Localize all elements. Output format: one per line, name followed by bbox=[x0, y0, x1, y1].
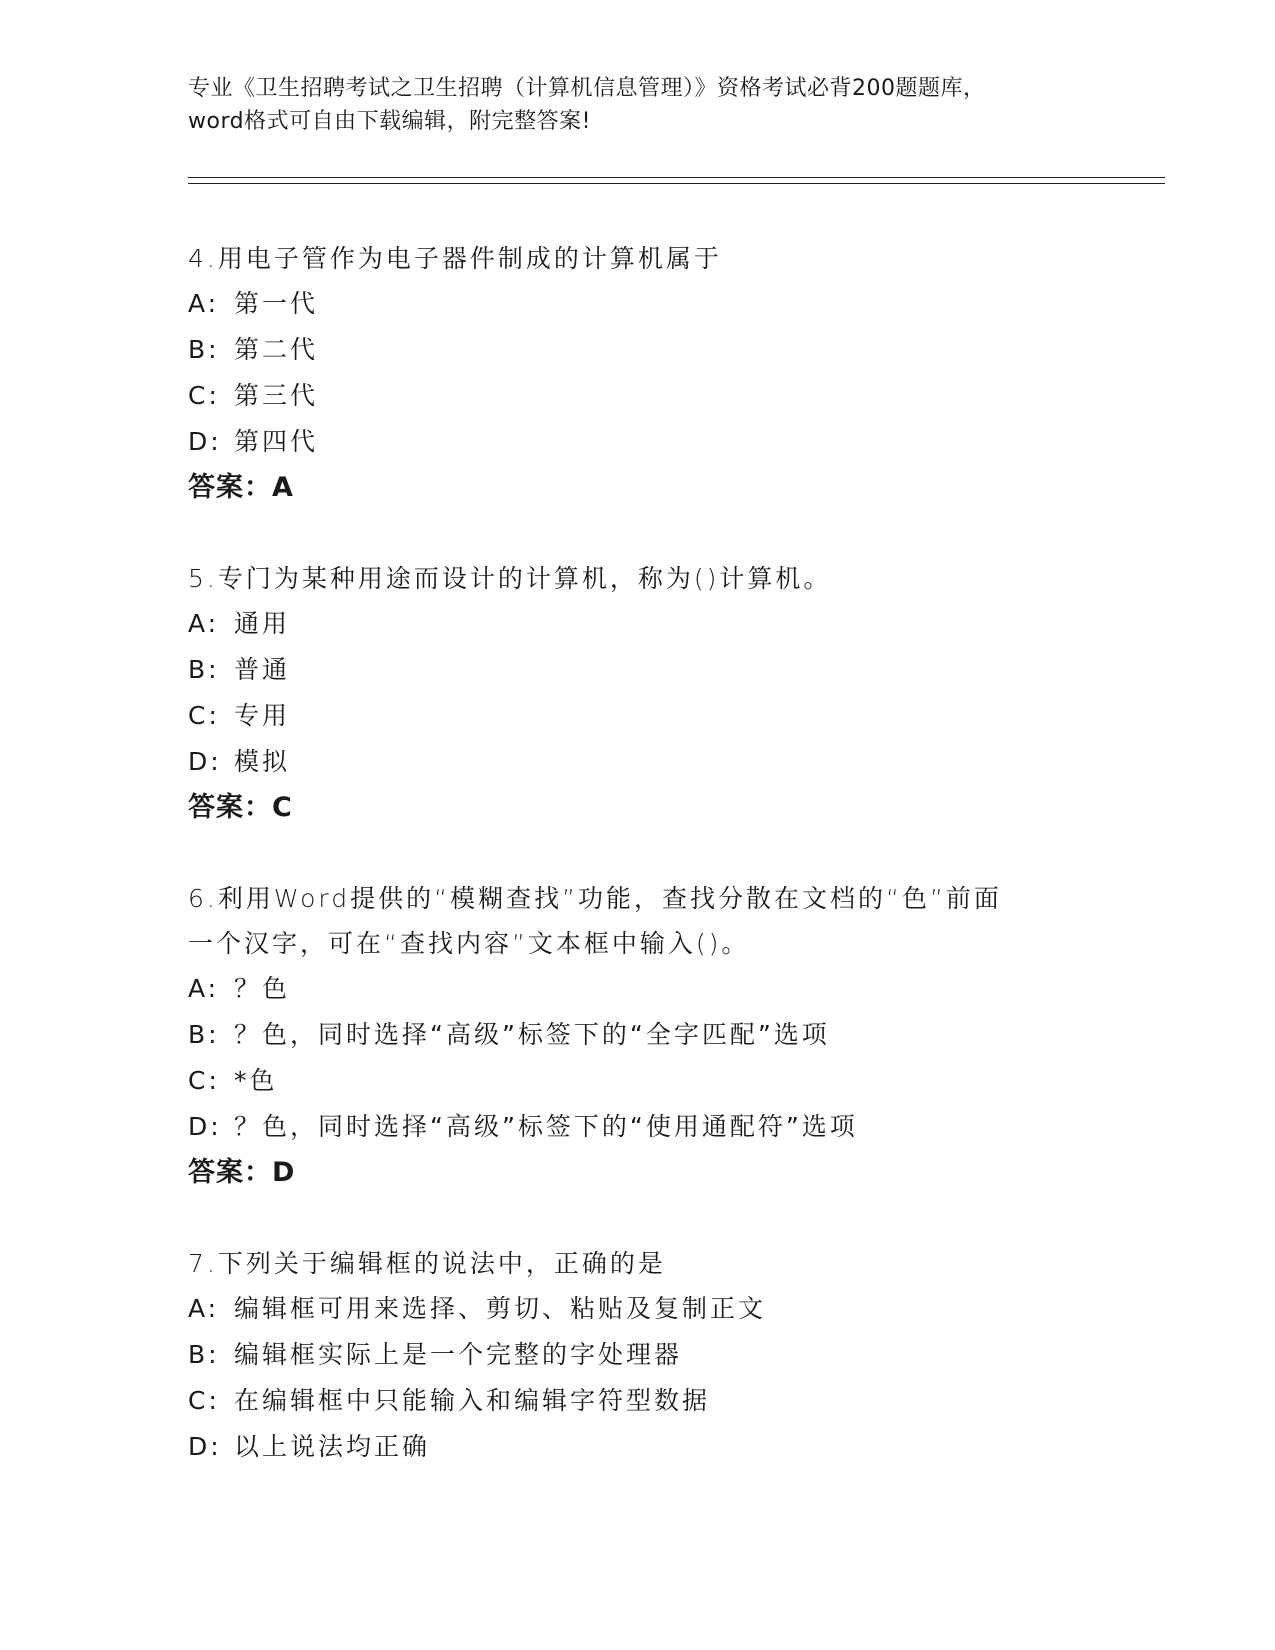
option-key: C: bbox=[188, 701, 220, 730]
option-key: C: bbox=[188, 1386, 220, 1415]
answer-line: 答案：A bbox=[188, 472, 294, 503]
option-text: *色 bbox=[234, 1066, 278, 1095]
option-text: 编辑框实际上是一个完整的字处理器 bbox=[234, 1340, 683, 1369]
option-key: D: bbox=[188, 427, 222, 456]
option-c bbox=[188, 1378, 1128, 1424]
option-d bbox=[188, 739, 1128, 785]
option-key: B: bbox=[188, 655, 220, 684]
document-header bbox=[188, 72, 1088, 138]
option-text: 第三代 bbox=[234, 381, 319, 410]
option-key: C: bbox=[188, 1066, 220, 1095]
option-key: A: bbox=[188, 1294, 220, 1323]
option-text: ？色 bbox=[234, 974, 291, 1003]
option-text: 第二代 bbox=[234, 335, 319, 364]
question-text: 5.专门为某种用途而设计的计算机，称为()计算机。 bbox=[188, 564, 832, 593]
option-text: ？色，同时选择“高级”标签下的“全字匹配”选项 bbox=[234, 1020, 830, 1049]
option-key: C: bbox=[188, 381, 220, 410]
header-line-1: 专业《卫生招聘考试之卫生招聘（计算机信息管理）》资格考试必背200题题库， bbox=[188, 76, 986, 101]
question-4 bbox=[188, 236, 1128, 511]
option-text: 编辑框可用来选择、剪切、粘贴及复制正文 bbox=[234, 1294, 767, 1323]
option-key: B: bbox=[188, 1340, 220, 1369]
option-key: B: bbox=[188, 1020, 220, 1049]
answer-line: 答案：D bbox=[188, 1157, 296, 1188]
option-key: D: bbox=[188, 747, 222, 776]
question-5 bbox=[188, 556, 1128, 831]
option-c bbox=[188, 373, 1128, 419]
option-key: D: bbox=[188, 1112, 222, 1141]
option-text: 模拟 bbox=[234, 747, 291, 776]
question-text: 7.下列关于编辑框的说法中，正确的是 bbox=[188, 1249, 666, 1278]
option-b bbox=[188, 647, 1128, 693]
question-7 bbox=[188, 1241, 1128, 1470]
option-text: 以上说法均正确 bbox=[234, 1432, 431, 1461]
option-a bbox=[188, 966, 1128, 1012]
option-text: 通用 bbox=[234, 609, 291, 638]
question-text: 4.用电子管作为电子器件制成的计算机属于 bbox=[188, 244, 722, 273]
option-c bbox=[188, 1058, 1128, 1104]
question-6 bbox=[188, 876, 1128, 1196]
option-d bbox=[188, 1424, 1128, 1470]
header-line-2: word格式可自由下载编辑，附完整答案! bbox=[188, 109, 591, 134]
option-text: ？色，同时选择“高级”标签下的“使用通配符”选项 bbox=[234, 1112, 858, 1141]
option-d bbox=[188, 419, 1128, 465]
question-text-line-1: 6.利用Word提供的“模糊查找”功能，查找分散在文档的“色”前面 bbox=[188, 884, 1002, 913]
option-key: D: bbox=[188, 1432, 222, 1461]
option-a bbox=[188, 281, 1128, 327]
option-d bbox=[188, 1104, 1128, 1150]
option-text: 专用 bbox=[234, 701, 291, 730]
option-text: 第一代 bbox=[234, 289, 319, 318]
option-b bbox=[188, 327, 1128, 373]
option-key: A: bbox=[188, 609, 220, 638]
header-divider-top bbox=[188, 177, 1165, 178]
option-a bbox=[188, 1286, 1128, 1332]
option-text: 普通 bbox=[234, 655, 291, 684]
option-key: B: bbox=[188, 335, 220, 364]
option-text: 第四代 bbox=[234, 427, 319, 456]
question-text-line-2: 一个汉字，可在“查找内容”文本框中输入()。 bbox=[188, 929, 750, 958]
option-b bbox=[188, 1012, 1128, 1058]
option-b bbox=[188, 1332, 1128, 1378]
answer-line: 答案：C bbox=[188, 792, 293, 823]
option-text: 在编辑框中只能输入和编辑字符型数据 bbox=[234, 1386, 711, 1415]
option-a bbox=[188, 601, 1128, 647]
header-divider-bottom bbox=[188, 183, 1165, 184]
option-key: A: bbox=[188, 289, 220, 318]
option-c bbox=[188, 693, 1128, 739]
option-key: A: bbox=[188, 974, 220, 1003]
